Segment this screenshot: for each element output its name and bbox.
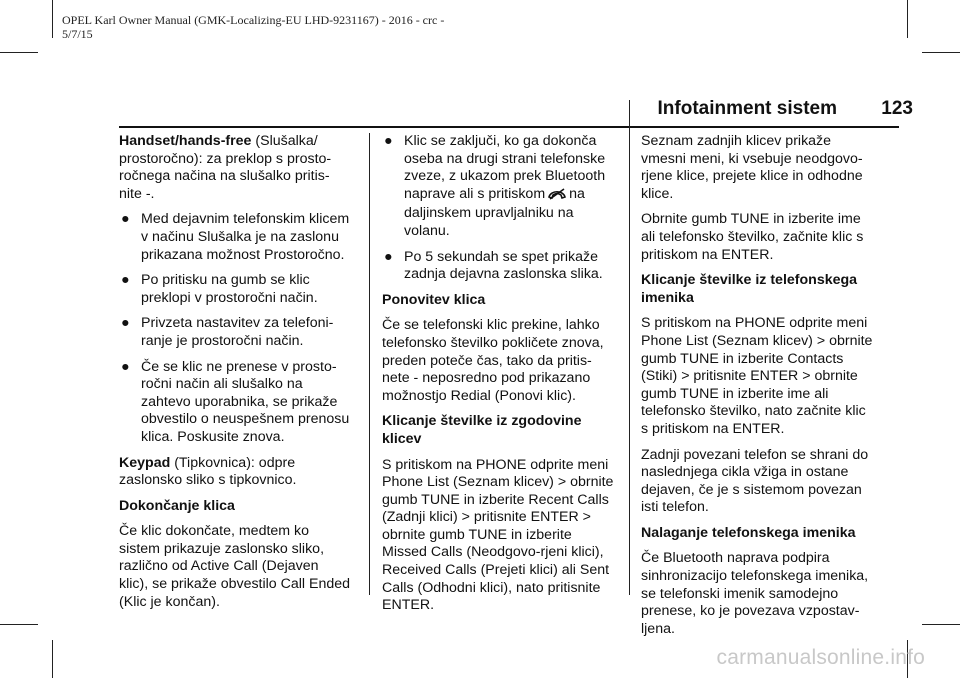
header-rule [119, 126, 899, 128]
crop-mark [52, 0, 53, 38]
column-1 [119, 133, 351, 619]
subheading [382, 413, 614, 448]
subheading-text: Klicanje številke iz zgodovine klicev [382, 413, 582, 447]
crop-mark [0, 624, 38, 625]
bullet-text: Privzeta nastavitev za telefoni-ranje je prostoročni način. [141, 315, 334, 349]
bullet-icon: ● [384, 248, 393, 265]
subheading [641, 525, 873, 543]
phone-hang-up-icon [547, 188, 567, 206]
subheading-text: Dokončanje klica [119, 497, 235, 514]
bullet-item [119, 359, 351, 447]
bullet-icon: ● [121, 358, 130, 375]
manual-meta-line1: OPEL Karl Owner Manual (GMK-Localizing-EU LHD-9231167) - 2016 - crc - [62, 13, 445, 27]
crop-mark [52, 640, 53, 678]
paragraph: S pritiskom na PHONE odprite meni Phone List (Seznam klicev) > obrnite gumb TUNE in izberite Contacts (Stiki) > pritisnite ENTER > obrnite gumb TUNE in izberite ime ali telefonsko številko, nato začnite klic s pritiskom na ENTER. [641, 315, 873, 437]
bullet-item [382, 249, 614, 284]
paragraph: Zadnji povezani telefon se shrani do naslednjega cikla vžiga in ostane dejaven, če je s sistemom povezan isti telefon. [641, 446, 869, 516]
watermark: carmanualsonline.info [716, 646, 925, 669]
bullet-text: Če se klic ne prenese v prosto-ročni način ali slušalko na zahtevo uporabnika, se prikaže obvestilo o neuspešnem prenosu klica. Poskusite znova. [141, 358, 350, 445]
bullet-icon: ● [121, 315, 130, 332]
bullet-text: Med dejavnim telefonskim klicem v načinu Slušalka je na zaslonu prikazana možnost Prostoročno. [141, 211, 350, 263]
paragraph [119, 455, 351, 490]
paragraph: Če Bluetooth naprava podpira sinhronizacijo telefonskega imenika, se telefonski imenik samodejno prenese, ko je povezava vzpostav-ljena. [641, 550, 869, 637]
term-handset-desc: (Slušalka/ prostoročno): za preklop s prosto-ročnega načina na slušalko pritis-nite -. [119, 133, 332, 202]
bullet-item [382, 133, 614, 241]
bullet-icon: ● [384, 133, 393, 149]
bullet-text: Po 5 sekundah se spet prikaže zadnja dejavna zaslonska slika. [404, 248, 603, 283]
subheading [641, 272, 873, 307]
column-separator [629, 100, 630, 595]
column-separator [369, 133, 370, 595]
bullet-text [404, 133, 614, 241]
column-2 [382, 133, 614, 623]
crop-mark [922, 52, 960, 53]
term-keypad-desc: (Tipkovnica): odpre zaslonsko sliko s tipkovnico. [119, 454, 297, 489]
term-keypad: Keypad [119, 454, 171, 471]
page-number: 123 [881, 98, 913, 119]
paragraph [119, 133, 351, 203]
crop-mark [0, 52, 38, 53]
paragraph: Obrnite gumb TUNE in izberite ime ali telefonsko številko, začnite klic s pritiskom na ENTER. [641, 211, 864, 263]
bullet-text-pre: Klic se zaključi, ko ga dokonča oseba na drugi strani telefonske zveze, z ukazom prek Bluetooth naprave ali s pritiskom [404, 133, 606, 202]
bullet-item [119, 315, 351, 350]
crop-mark [922, 624, 960, 625]
subheading [382, 292, 614, 310]
manual-meta-line2: 5/7/15 [62, 27, 93, 41]
bullet-text-post: na daljinskem upravljalniku na volanu. [404, 185, 585, 239]
manual-meta [62, 13, 582, 41]
subheading [119, 498, 351, 516]
term-handset: Handset/hands-free [119, 133, 252, 149]
paragraph: Če se telefonski klic prekine, lahko telefonsko številko pokličete znova, preden poteče čas, tako da pritis-nete - neposredno pod prikazano možnostjo Redial (Ponovi klic). [382, 317, 604, 404]
section-title: Infotainment sistem [657, 98, 837, 119]
subheading-text: Ponovitev klica [382, 291, 486, 308]
subheading-text: Klicanje številke iz telefonskega imenika [641, 272, 858, 306]
paragraph: Seznam zadnjih klicev prikaže vmesni meni, ki vsebuje neodgovo-rjene klice, prejete klice in odhodne klice. [641, 133, 863, 202]
bullet-icon: ● [121, 211, 130, 228]
bullet-text: Po pritisku na gumb se klic preklopi v prostoročni način. [141, 272, 318, 306]
paragraph: S pritiskom na PHONE odprite meni Phone List (Seznam klicev) > obrnite gumb TUNE in izberite Recent Calls (Zadnji klici) > pritisnite ENTER > obrnite gumb TUNE in izberite Missed Calls (Neodgovo-rjeni klici), Received Calls (Prejeti klici) ali Sent Calls (Odhodni klici), nato pritisnite ENTER. [382, 456, 614, 614]
column-3 [641, 133, 873, 646]
bullet-item [119, 211, 351, 264]
paragraph: Če klic dokončate, medtem ko sistem prikazuje zaslonsko sliko, različno od Active Call (Dejaven klic), se prikaže obvestilo Call Ended (Klic je končan). [119, 523, 351, 610]
bullet-icon: ● [121, 272, 130, 289]
subheading-text: Nalaganje telefonskega imenika [641, 524, 856, 541]
bullet-item [119, 272, 351, 307]
crop-mark [907, 0, 908, 38]
